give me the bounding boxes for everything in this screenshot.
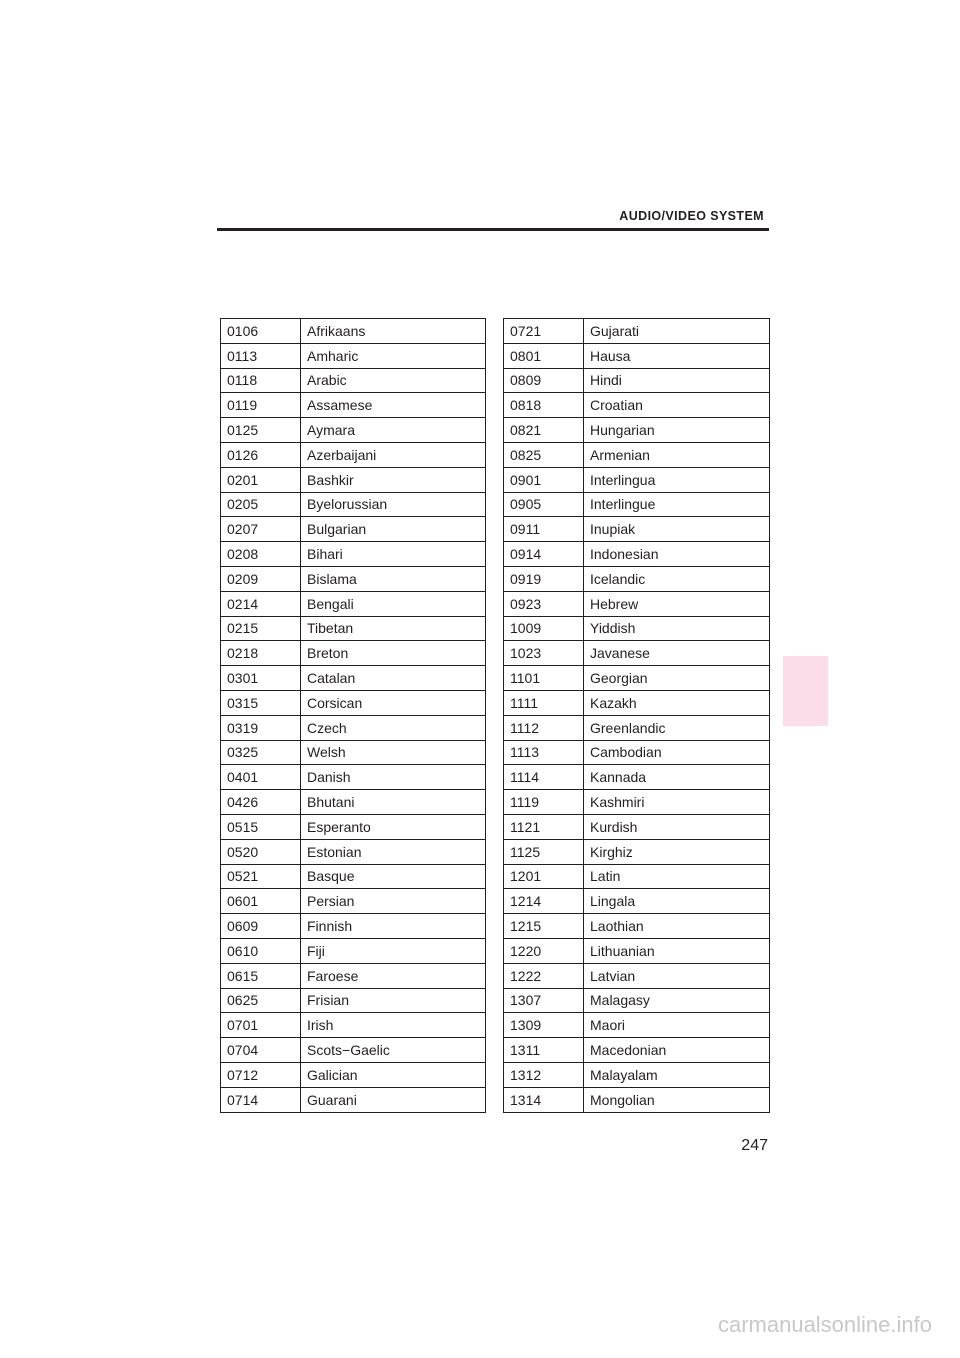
- language-code: 0821: [504, 418, 584, 443]
- language-name: Bengali: [301, 591, 486, 616]
- table-row: [504, 641, 770, 666]
- language-code: 0704: [221, 1038, 301, 1063]
- language-code: 0126: [221, 442, 301, 467]
- language-code: 0401: [221, 765, 301, 790]
- language-code: 1113: [504, 740, 584, 765]
- table-row: [504, 343, 770, 368]
- language-name: Interlingue: [584, 492, 770, 517]
- language-code: 0119: [221, 393, 301, 418]
- table-row: [221, 641, 486, 666]
- table-row: [504, 393, 770, 418]
- table-row: [504, 616, 770, 641]
- table-row: [221, 740, 486, 765]
- language-name: Irish: [301, 1013, 486, 1038]
- language-name: Malagasy: [584, 988, 770, 1013]
- language-code: 0515: [221, 814, 301, 839]
- language-code: 1114: [504, 765, 584, 790]
- language-code: 1201: [504, 864, 584, 889]
- language-name: Afrikaans: [301, 319, 486, 344]
- language-code: 0905: [504, 492, 584, 517]
- table-row: [504, 790, 770, 815]
- table-row: [221, 963, 486, 988]
- language-name: Indonesian: [584, 542, 770, 567]
- language-code: 0911: [504, 517, 584, 542]
- language-code: 0609: [221, 914, 301, 939]
- table-row: [504, 467, 770, 492]
- header-rule: [217, 228, 769, 231]
- table-row: [221, 1087, 486, 1112]
- table-row: [504, 864, 770, 889]
- table-row: [221, 368, 486, 393]
- language-name: Catalan: [301, 666, 486, 691]
- language-code: 0923: [504, 591, 584, 616]
- language-code: 0208: [221, 542, 301, 567]
- language-name: Inupiak: [584, 517, 770, 542]
- language-code: 0215: [221, 616, 301, 641]
- language-code: 0319: [221, 715, 301, 740]
- language-code: 0520: [221, 839, 301, 864]
- language-code: 1309: [504, 1013, 584, 1038]
- table-row: [504, 368, 770, 393]
- table-row: [504, 814, 770, 839]
- table-row: [504, 542, 770, 567]
- table-row: [221, 418, 486, 443]
- language-name: Assamese: [301, 393, 486, 418]
- language-name: Interlingua: [584, 467, 770, 492]
- table-row: [221, 1013, 486, 1038]
- table-row: [504, 839, 770, 864]
- language-name: Gujarati: [584, 319, 770, 344]
- language-code: 0801: [504, 343, 584, 368]
- language-code: 0207: [221, 517, 301, 542]
- language-name: Latvian: [584, 963, 770, 988]
- table-row: [504, 988, 770, 1013]
- language-name: Yiddish: [584, 616, 770, 641]
- language-name: Kurdish: [584, 814, 770, 839]
- table-row: [504, 938, 770, 963]
- table-row: [504, 591, 770, 616]
- language-code: 0809: [504, 368, 584, 393]
- language-name: Guarani: [301, 1087, 486, 1112]
- table-row: [221, 616, 486, 641]
- language-name: Danish: [301, 765, 486, 790]
- language-name: Mongolian: [584, 1087, 770, 1112]
- language-name: Fiji: [301, 938, 486, 963]
- language-code: 0721: [504, 319, 584, 344]
- language-code: 0118: [221, 368, 301, 393]
- table-row: [504, 319, 770, 344]
- language-code: 0301: [221, 666, 301, 691]
- language-name: Javanese: [584, 641, 770, 666]
- language-name: Lithuanian: [584, 938, 770, 963]
- language-code: 0712: [221, 1062, 301, 1087]
- language-name: Esperanto: [301, 814, 486, 839]
- table-row: [504, 1087, 770, 1112]
- language-code: 1111: [504, 690, 584, 715]
- language-code: 0325: [221, 740, 301, 765]
- language-name: Corsican: [301, 690, 486, 715]
- language-code: 0615: [221, 963, 301, 988]
- language-name: Bashkir: [301, 467, 486, 492]
- language-name: Basque: [301, 864, 486, 889]
- language-code: 1101: [504, 666, 584, 691]
- language-code: 0426: [221, 790, 301, 815]
- language-code: 1311: [504, 1038, 584, 1063]
- language-code: 0218: [221, 641, 301, 666]
- language-name: Faroese: [301, 963, 486, 988]
- table-row: [221, 889, 486, 914]
- language-name: Estonian: [301, 839, 486, 864]
- table-row: [221, 1038, 486, 1063]
- language-name: Icelandic: [584, 566, 770, 591]
- language-code: 1307: [504, 988, 584, 1013]
- table-row: [221, 492, 486, 517]
- language-name: Maori: [584, 1013, 770, 1038]
- language-code: 1214: [504, 889, 584, 914]
- language-code: 0901: [504, 467, 584, 492]
- language-name: Persian: [301, 889, 486, 914]
- language-code: 1125: [504, 839, 584, 864]
- language-code: 0521: [221, 864, 301, 889]
- table-row: [504, 740, 770, 765]
- language-code: 1023: [504, 641, 584, 666]
- language-name: Welsh: [301, 740, 486, 765]
- table-row: [221, 566, 486, 591]
- language-name: Czech: [301, 715, 486, 740]
- table-row: [504, 566, 770, 591]
- language-name: Bhutani: [301, 790, 486, 815]
- language-code: 0113: [221, 343, 301, 368]
- language-name: Georgian: [584, 666, 770, 691]
- page-number: 247: [741, 1137, 768, 1154]
- language-code: 1312: [504, 1062, 584, 1087]
- language-name: Amharic: [301, 343, 486, 368]
- watermark: carmanualsonline.info: [717, 1312, 932, 1337]
- language-code: 1009: [504, 616, 584, 641]
- language-name: Bulgarian: [301, 517, 486, 542]
- table-row: [221, 319, 486, 344]
- language-name: Tibetan: [301, 616, 486, 641]
- language-code: 0914: [504, 542, 584, 567]
- language-code: 0209: [221, 566, 301, 591]
- language-code: 0625: [221, 988, 301, 1013]
- language-name: Azerbaijani: [301, 442, 486, 467]
- language-name: Finnish: [301, 914, 486, 939]
- language-code: 0610: [221, 938, 301, 963]
- language-name: Hungarian: [584, 418, 770, 443]
- language-name: Kashmiri: [584, 790, 770, 815]
- table-row: [221, 467, 486, 492]
- language-name: Frisian: [301, 988, 486, 1013]
- language-name: Arabic: [301, 368, 486, 393]
- language-code: 0818: [504, 393, 584, 418]
- language-code: 0205: [221, 492, 301, 517]
- language-name: Scots−Gaelic: [301, 1038, 486, 1063]
- language-code: 0214: [221, 591, 301, 616]
- language-name: Breton: [301, 641, 486, 666]
- language-name: Lingala: [584, 889, 770, 914]
- language-name: Hausa: [584, 343, 770, 368]
- language-code: 1314: [504, 1087, 584, 1112]
- table-row: [221, 765, 486, 790]
- table-row: [504, 1038, 770, 1063]
- language-name: Armenian: [584, 442, 770, 467]
- section-header: AUDIO/VIDEO SYSTEM: [619, 209, 764, 223]
- language-name: Galician: [301, 1062, 486, 1087]
- language-code: 0106: [221, 319, 301, 344]
- language-name: Cambodian: [584, 740, 770, 765]
- table-row: [504, 1013, 770, 1038]
- table-row: [221, 814, 486, 839]
- language-name: Hebrew: [584, 591, 770, 616]
- chapter-tab-marker: [783, 656, 828, 726]
- table-row: [504, 914, 770, 939]
- language-code: 0825: [504, 442, 584, 467]
- language-name: Malayalam: [584, 1062, 770, 1087]
- language-code: 0125: [221, 418, 301, 443]
- table-row: [221, 938, 486, 963]
- table-row: [504, 889, 770, 914]
- language-code: 0201: [221, 467, 301, 492]
- language-code: 1220: [504, 938, 584, 963]
- table-row: [221, 839, 486, 864]
- table-row: [221, 393, 486, 418]
- language-code: 0919: [504, 566, 584, 591]
- language-name: Bislama: [301, 566, 486, 591]
- language-name: Aymara: [301, 418, 486, 443]
- table-row: [221, 988, 486, 1013]
- language-code: 0601: [221, 889, 301, 914]
- table-row: [221, 1062, 486, 1087]
- table-row: [221, 343, 486, 368]
- table-row: [504, 690, 770, 715]
- table-row: [504, 666, 770, 691]
- table-row: [221, 715, 486, 740]
- table-row: [504, 765, 770, 790]
- language-name: Latin: [584, 864, 770, 889]
- language-code: 1215: [504, 914, 584, 939]
- table-row: [504, 517, 770, 542]
- language-code-table-right: [503, 318, 770, 1113]
- language-code: 0315: [221, 690, 301, 715]
- language-name: Kannada: [584, 765, 770, 790]
- table-row: [221, 542, 486, 567]
- table-row: [221, 914, 486, 939]
- language-code: 1121: [504, 814, 584, 839]
- language-code: 0701: [221, 1013, 301, 1038]
- language-code: 0714: [221, 1087, 301, 1112]
- language-code: 1222: [504, 963, 584, 988]
- language-name: Kazakh: [584, 690, 770, 715]
- language-code: 1119: [504, 790, 584, 815]
- language-code: 1112: [504, 715, 584, 740]
- table-row: [504, 418, 770, 443]
- table-row: [504, 442, 770, 467]
- language-name: Croatian: [584, 393, 770, 418]
- table-row: [221, 864, 486, 889]
- language-name: Greenlandic: [584, 715, 770, 740]
- language-name: Kirghiz: [584, 839, 770, 864]
- table-row: [221, 442, 486, 467]
- table-row: [221, 517, 486, 542]
- language-name: Macedonian: [584, 1038, 770, 1063]
- table-row: [221, 666, 486, 691]
- table-row: [504, 1062, 770, 1087]
- table-row: [221, 690, 486, 715]
- table-row: [504, 492, 770, 517]
- table-row: [221, 790, 486, 815]
- table-row: [221, 591, 486, 616]
- language-name: Byelorussian: [301, 492, 486, 517]
- table-row: [504, 963, 770, 988]
- language-name: Hindi: [584, 368, 770, 393]
- table-row: [504, 715, 770, 740]
- language-name: Bihari: [301, 542, 486, 567]
- language-name: Laothian: [584, 914, 770, 939]
- language-code-table-left: [220, 318, 486, 1113]
